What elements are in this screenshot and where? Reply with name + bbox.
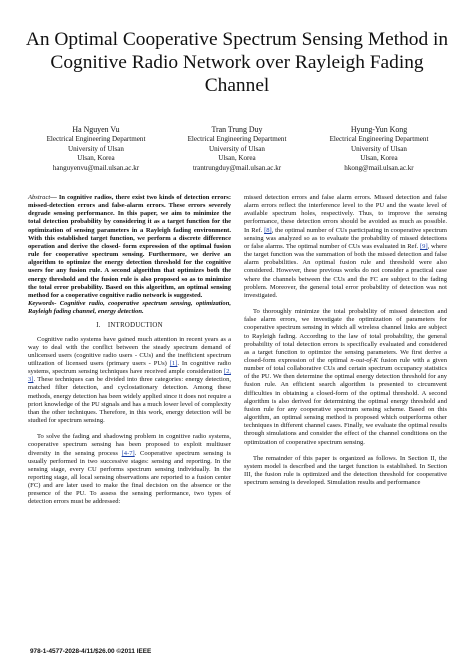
paragraph (244, 308, 447, 447)
paragraph-text: To solve the fading and shadowing problem in cognitive radio systems, cooperative spectrum sensing has been proposed to exploit multiuser diversity in the sensing process (28, 433, 231, 457)
author-email: hanguyenvu@mail.ulsan.ac.kr (52, 163, 140, 172)
author-location: Ulsan, Korea (77, 154, 115, 163)
paper-title: An Optimal Cooperative Spectrum Sensing Method in Cognitive Radio Network over Rayleigh Fading Channel (25, 29, 449, 96)
copyright-footer: 978-1-4577-2028-4/11/$26.00 ©2011 IEEE (30, 648, 152, 655)
keywords-text: Cognitive radio, cooperative spectrum sensing, optimization, Rayleigh fading channel, energy detection. (28, 300, 231, 316)
author-university: University of Ulsan (351, 144, 407, 153)
section-heading-introduction: I. INTRODUCTION (96, 322, 163, 330)
author-department: Electrical Engineering Department (329, 135, 429, 144)
paragraph (244, 194, 447, 300)
author-1 (21, 125, 171, 173)
paragraph-text: . These techniques can be divided into three categories: energy detection, matched filter detection, and cyclostationary detection. Among these methods, energy detection has been widely applied since it does not require a priori knowledge of the PU signals and has a much lower level of complexity than the other techniques. Therefore, in this work, energy detection will be studied for spectrum sensing. (28, 376, 231, 425)
paragraph-text: To thoroughly minimize the total probability of missed detection and false alarm errors, we investigate the optimization of parameters for cooperative spectrum sensing in which all wireless channel links are subject to Rayleigh fading. According to the law of total probability, the general probability of total detection errors is specifically evaluated and considered as a target function to optimize the sensing parameters. We first derive a closed-form expression of the optimal (244, 308, 447, 364)
paragraph (28, 433, 231, 506)
abstract (28, 194, 231, 300)
paragraph-text: . Cooperative spectrum sensing is usually performed in two successive stages: sensing and reporting. In the sensing stage, every CU performs spectrum sensing individually. In the reporting stage, all local sensing observations are reported to a fusion center (FC) and are later used to make the final decision on the absence or the presence of the PU. To assess the sensing performance, two types of detection errors must be addressed: (28, 449, 231, 506)
paragraph-text: , the optimal number of CUs participating in cooperative spectrum sensing was analyzed so as to evaluate the probability of missed detections or false alarms. The optimal number of CUs was evaluated in Ref. (244, 226, 447, 250)
abstract-lead: Abstract (28, 194, 51, 201)
author-department: Electrical Engineering Department (46, 135, 146, 144)
emphasis-text: n-out-of-K (350, 356, 379, 364)
left-column (28, 194, 231, 507)
author-name: Tran Trung Duy (211, 125, 263, 134)
paragraph-text: . In cognitive radio systems, spectrum sensing techniques have received ample consideration (28, 359, 231, 376)
author-university: University of Ulsan (68, 144, 124, 153)
paragraph-text: The remainder of this paper is organized as follows. In Section II, the system model is described and the target function is established. In Section III, the fusion rule is optimized and the detection threshold for cooperative spectrum sensing is developed. Simulation results and performance (244, 454, 447, 487)
paragraph-text: missed detection errors and false alarm errors. Missed detection and false alarm errors reflect the interference level to the PU and the waste level of available spectrum holes, respectively. Thus, to improve the sensing performance, these detection errors should be avoided as much as possible. In Ref. (244, 194, 447, 234)
paragraph-text: fusion rule with a given number of total collaborative CUs and certain spectrum occupancy statistics of the PU. We then determine the optimal energy detection threshold for any fusion rule. An efficient search algorithm is presented to circumvent difficulties in obtaining a closed-form of the optimal threshold. A second algorithm is also derived for determining the optimal energy threshold and fusion rule for any cooperative spectrum sensing scheme. Based on this algorithm, an optimal sensing method is proposed which outperforms other techniques in different channel cases. Finally, we evaluate the optimal results through simulations and consider the effect of the channel conditions on the optimization of cooperative spectrum sensing. (244, 356, 447, 446)
author-email: trantrungduy@mail.ulsan.ac.kr (192, 163, 282, 172)
keywords (28, 300, 231, 316)
author-3 (304, 125, 454, 173)
author-block (0, 125, 474, 177)
paragraph-text: , where the target function was the summation of both the missed detection and false alarm probabilities. An optimal fusion rule and threshold were also considered. However, these previous works do not consider a practical case where the channels between the CUs and the FC are subject to the fading problem. Moreover, the general total error probability of detection was not investigated. (244, 242, 447, 299)
citation-link[interactable]: [4-7] (121, 449, 135, 457)
paragraph (244, 455, 447, 488)
author-name: Hyung-Yun Kong (350, 125, 408, 134)
author-location: Ulsan, Korea (218, 154, 256, 163)
paragraph-text: Cognitive radio systems have gained much attention in recent years as a way to deal with the conflict between the steady spectrum demand of unlicensed users (cognitive radio users - CUs) and the inefficient spectrum utilization of licensed users (primary users - PUs) (28, 335, 231, 367)
paragraph (28, 336, 231, 426)
citation-link[interactable]: [9] (420, 242, 428, 250)
author-email: hkong@mail.ulsan.ac.kr (344, 163, 414, 172)
right-column (244, 194, 447, 487)
author-university: University of Ulsan (209, 144, 265, 153)
author-2 (162, 125, 312, 173)
author-location: Ulsan, Korea (360, 154, 398, 163)
keywords-label: Keywords- (28, 300, 57, 308)
citation-link[interactable]: [2, 3] (28, 368, 231, 384)
abstract-text: — In cognitive radios, there exist two kinds of detection errors: missed-detection errors and false-alarm errors. These errors severely degrade sensing performance. In this paper, we aim to minimize the total detection probability by considering it as a target function for the optimization of sensing parameters in a Rayleigh fading environment. With this established target function, we perform a discrete difference operation and derive the closed- form expression of the optimal fusion rule for cooperative spectrum sensing. Furthermore, we derive an algorithm to optimize the energy detection threshold for the cognitive users for any fusion rule. A second algorithm that optimizes both the energy threshold and the fusion rule is also proposed so as to minimize the total error probability. Based on this algorithm, an optimal sensing method for a cooperative cognitive radio network is suggested. (28, 194, 231, 299)
citation-link[interactable]: [1] (169, 359, 178, 367)
author-name: Ha Nguyen Vu (72, 125, 120, 134)
author-department: Electrical Engineering Department (187, 135, 287, 144)
citation-link[interactable]: [8] (264, 226, 272, 234)
